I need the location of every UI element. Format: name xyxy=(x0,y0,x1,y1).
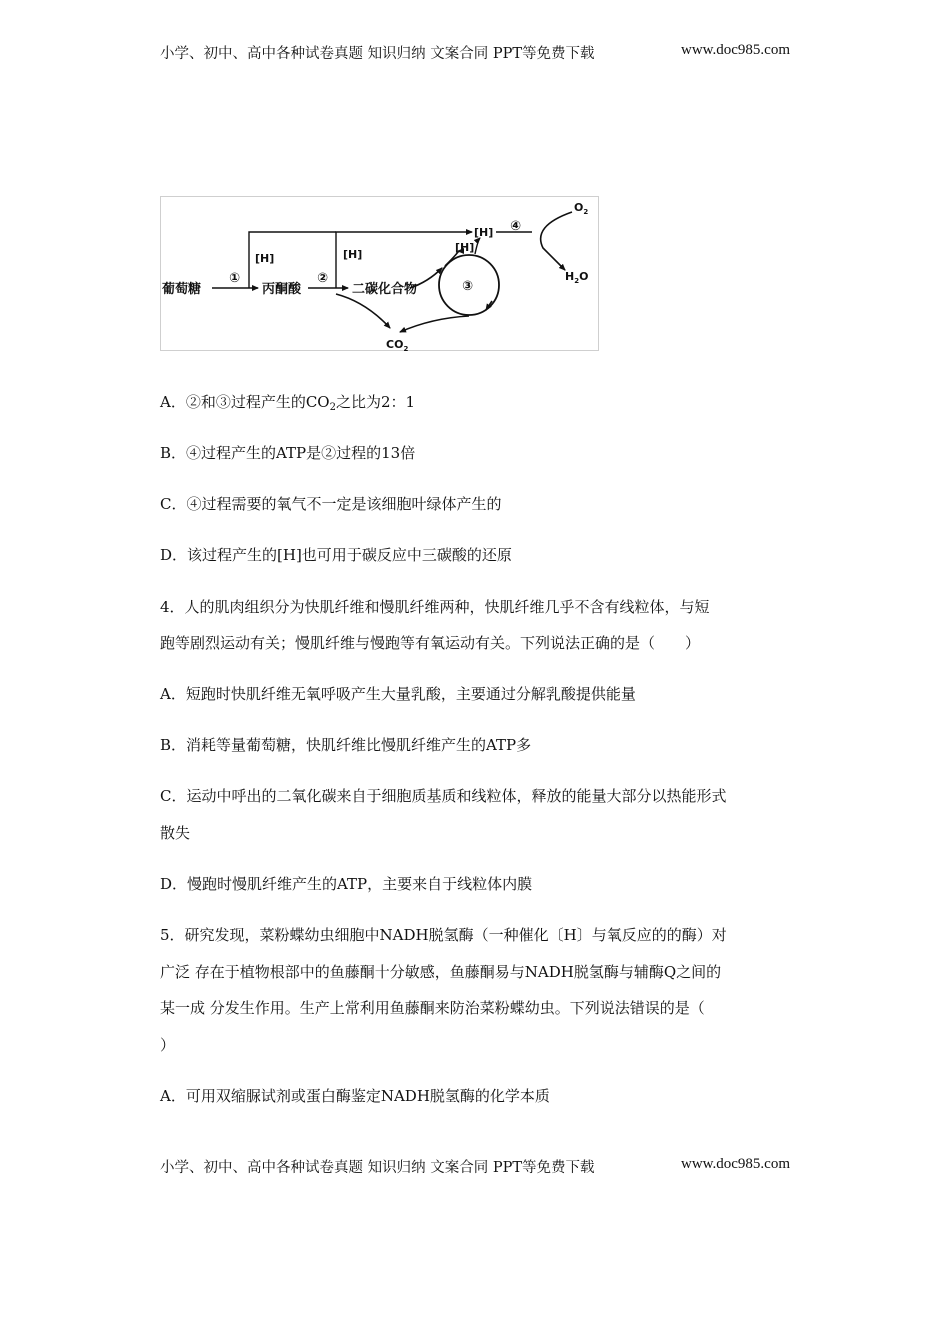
q4-option-d: D．慢跑时慢肌纤维产生的ATP，主要来自于线粒体内膜 xyxy=(160,875,533,893)
q4-option-c-line-2: 散失 xyxy=(160,824,191,842)
label-h-2: [H] xyxy=(343,248,363,261)
label-h-4: [H] xyxy=(455,241,475,254)
q4-option-a: A．短跑时快肌纤维无氧呼吸产生大量乳酸，主要通过分解乳酸提供能量 xyxy=(160,685,636,703)
label-step-4: ④ xyxy=(510,219,522,234)
label-h2o: $H_2O$ xyxy=(565,270,589,285)
q4-option-c-line-1: C．运动中呼出的二氧化碳来自于细胞质基质和线粒体，释放的能量大部分以热能形式 xyxy=(160,787,727,805)
q4-stem-line-2: 跑等剧烈运动有关；慢肌纤维与慢跑等有氧运动有关。下列说法正确的是（ ） xyxy=(160,634,701,652)
label-glucose: 葡萄糖 xyxy=(162,282,202,297)
arrow-cycle-h-up xyxy=(475,238,480,254)
q3-option-c: C．④过程需要的氧气不一定是该细胞叶绿体产生的 xyxy=(160,495,502,513)
q5-stem-line-4: ） xyxy=(160,1036,176,1054)
q4-option-b: B．消耗等量葡萄糖，快肌纤维比慢肌纤维产生的ATP多 xyxy=(160,736,532,754)
q3-option-d: D．该过程产生的[H]也可用于碳反应中三碳酸的还原 xyxy=(160,546,512,564)
label-pyruvate: 丙酮酸 xyxy=(262,282,302,297)
q5-stem-line-1: 5．研究发现，菜粉蝶幼虫细胞中NADH脱氢酶（一种催化〔H〕与氧反应的的酶）对 xyxy=(160,926,727,944)
q3-option-b: B．④过程产生的ATP是②过程的13倍 xyxy=(160,444,416,462)
q5-stem-line-3: 某一成 分发生作用。生产上常利用鱼藤酮来防治菜粉蝶幼虫。下列说法错误的是（ xyxy=(160,999,705,1017)
respiration-diagram xyxy=(160,196,600,352)
q4-stem-line-1: 4．人的肌肉组织分为快肌纤维和慢肌纤维两种，快肌纤维几乎不含有线粒体，与短 xyxy=(160,598,710,616)
label-two-carbon: 二碳化合物 xyxy=(352,282,418,297)
label-step-2: ② xyxy=(317,271,329,286)
page-footer xyxy=(160,1156,790,1177)
arrow-step2-co2 xyxy=(336,294,390,328)
q5-option-a: A．可用双缩脲试剂或蛋白酶鉴定NADH脱氢酶的化学本质 xyxy=(160,1087,550,1105)
curve-o2-h2o xyxy=(541,212,572,270)
page-header xyxy=(160,42,790,63)
diagram-frame xyxy=(161,197,599,351)
q5-stem-line-2: 广泛 存在于植物根部中的鱼藤酮十分敏感，鱼藤酮易与NADH脱氢酶与辅酶Q之间的 xyxy=(160,963,722,981)
footer-text: 小学、初中、高中各种试卷真题 知识归纳 文案合同 PPT等免费下载 xyxy=(160,1160,595,1176)
label-h-3: [H] xyxy=(474,226,494,239)
header-website[interactable]: www.doc985.com xyxy=(680,42,790,58)
label-step-3: ③ xyxy=(462,279,474,294)
q3-option-a: A．②和③过程产生的$CO_2$之比为2：1 xyxy=(160,393,416,413)
label-o2: $O_2$ xyxy=(574,201,589,216)
header-text: 小学、初中、高中各种试卷真题 知识归纳 文案合同 PPT等免费下载 xyxy=(160,46,595,62)
arrow-cycle-co2 xyxy=(400,316,469,332)
label-co2: $CO_2$ xyxy=(386,338,409,352)
footer-website[interactable]: www.doc985.com xyxy=(680,1156,790,1172)
label-h-1: [H] xyxy=(255,252,275,265)
label-step-1: ① xyxy=(229,271,241,286)
